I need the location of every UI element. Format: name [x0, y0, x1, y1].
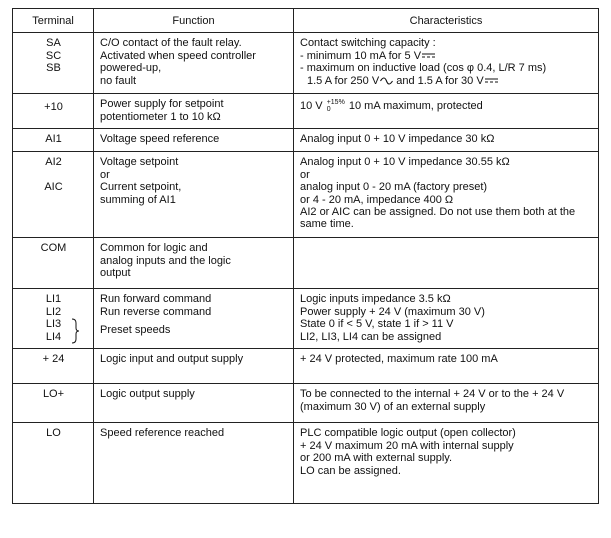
- function-text: Current setpoint,: [100, 181, 182, 194]
- terminal-cell: [13, 129, 94, 152]
- terminal-cell: [13, 238, 94, 289]
- char-line-voltage: [300, 99, 593, 113]
- char-text: Analog input 0 + 10 V impedance 30.55 kΩ: [300, 156, 510, 169]
- characteristics-cell: [294, 423, 599, 504]
- table-row: [13, 238, 599, 289]
- table-row: [13, 33, 599, 94]
- terminal-cell: [13, 94, 94, 129]
- char-text: and 1.5 A for 30 V: [393, 74, 484, 87]
- function-cell: [94, 384, 294, 423]
- function-text: C/O contact of the fault relay.: [100, 37, 242, 50]
- function-text: potentiometer 1 to 10 kΩ: [100, 110, 221, 123]
- function-text: powered-up,: [100, 62, 162, 75]
- header-row: [13, 9, 599, 33]
- terminal-cell: [13, 384, 94, 423]
- char-text: LI2, LI3, LI4 can be assigned: [300, 330, 442, 343]
- char-text: State 0 if < 5 V, state 1 if > 11 V: [300, 318, 454, 331]
- char-text: LO can be assigned.: [300, 464, 401, 477]
- header-characteristics: Characteristics: [294, 9, 599, 33]
- function-text: Run reverse command: [100, 305, 212, 318]
- terminal-label: AI1: [45, 133, 62, 146]
- char-text: 10 mA maximum, protected: [348, 100, 483, 113]
- function-text: output: [100, 267, 131, 280]
- tolerance-upper: +15%: [326, 99, 345, 107]
- table-row: [13, 129, 599, 152]
- terminal-cell: [13, 423, 94, 504]
- terminal-label: SC: [45, 49, 62, 62]
- characteristics-cell: [294, 152, 599, 238]
- function-text: Activated when speed controller: [100, 49, 256, 62]
- tolerance-superscript: [327, 99, 345, 113]
- terminal-label: LI2: [45, 305, 62, 318]
- table-row: [13, 384, 599, 423]
- terminal-label: LO: [46, 427, 61, 440]
- terminal-label: SB: [46, 62, 61, 75]
- function-text: or: [100, 168, 110, 181]
- function-text: Speed reference reached: [100, 427, 225, 440]
- char-text: or: [300, 168, 310, 181]
- function-cell: [94, 152, 294, 238]
- terminal-label: LI3: [45, 318, 62, 331]
- function-cell: [94, 289, 294, 349]
- terminal-label: SA: [46, 37, 61, 50]
- header-terminal: Terminal: [13, 9, 94, 33]
- characteristics-cell: [294, 289, 599, 349]
- char-text: Logic inputs impedance 3.5 kΩ: [300, 293, 451, 306]
- terminal-label: + 24: [42, 353, 65, 366]
- function-cell: [94, 349, 294, 384]
- char-text: - maximum on inductive load (cos φ 0.4, L/R 7 ms): [300, 62, 547, 75]
- terminal-label: AIC: [44, 180, 63, 193]
- function-text: Run forward command: [100, 293, 212, 306]
- function-cell: [94, 129, 294, 152]
- function-cell: [94, 33, 294, 94]
- function-text: analog inputs and the logic: [100, 254, 231, 267]
- terminal-characteristics-table: [12, 8, 599, 504]
- char-text: PLC compatible logic output (open collector): [300, 427, 516, 440]
- characteristics-cell: [294, 33, 599, 94]
- ac-symbol-icon: [380, 77, 393, 85]
- terminal-label: COM: [40, 242, 67, 255]
- table-row: [13, 349, 599, 384]
- char-text: or 200 mA with external supply.: [300, 452, 453, 465]
- header-function: Function: [94, 9, 294, 33]
- tolerance-lower: 0: [326, 106, 331, 114]
- function-text: summing of AI1: [100, 193, 176, 206]
- char-text: 1.5 A for 250 V: [307, 74, 380, 87]
- terminal-label: LI4: [45, 330, 62, 343]
- char-text: AI2 or AIC can be assigned. Do not use them both at the same time.: [300, 206, 576, 231]
- char-line-ratings: [300, 75, 593, 87]
- function-cell: [94, 423, 294, 504]
- char-text: 10 V: [300, 100, 323, 113]
- char-text: Power supply + 24 V (maximum 30 V): [300, 305, 485, 318]
- char-text: + 24 V protected, maximum rate 100 mA: [300, 353, 498, 366]
- terminal-label: AI2: [45, 156, 62, 169]
- terminal-cell: [13, 349, 94, 384]
- function-cell: [94, 238, 294, 289]
- function-text: Preset speeds: [100, 324, 171, 337]
- dc-symbol-icon: [422, 53, 435, 58]
- char-text: Analog input 0 + 10 V impedance 30 kΩ: [300, 133, 495, 146]
- characteristics-cell: [294, 349, 599, 384]
- characteristics-cell: [294, 129, 599, 152]
- char-line-dc-min: [300, 50, 593, 62]
- terminal-cell: [13, 289, 94, 349]
- table-row: [13, 152, 599, 238]
- char-text: + 24 V maximum 20 mA with internal supply: [300, 439, 514, 452]
- terminal-cell: [13, 33, 94, 94]
- terminal-label: LI1: [45, 293, 62, 306]
- function-text: no fault: [100, 74, 137, 87]
- characteristics-cell: [294, 384, 599, 423]
- function-cell: [94, 94, 294, 129]
- char-text: - minimum 10 mA for 5 V: [300, 49, 422, 62]
- char-text: or 4 - 20 mA, impedance 400 Ω: [300, 193, 454, 206]
- char-text: Contact switching capacity :: [300, 37, 436, 50]
- function-text: Logic input and output supply: [100, 353, 244, 366]
- table-row: [13, 423, 599, 504]
- char-text: To be connected to the internal + 24 V or to the + 24 V: [300, 388, 565, 401]
- function-text: Logic output supply: [100, 388, 195, 401]
- table-row: [13, 94, 599, 129]
- char-text: analog input 0 - 20 mA (factory preset): [300, 181, 488, 194]
- function-text: Common for logic and: [100, 242, 208, 255]
- function-text: Voltage setpoint: [100, 156, 179, 169]
- char-text: (maximum 30 V) of an external supply: [300, 400, 486, 413]
- terminal-cell: [13, 152, 94, 238]
- table-row: [13, 289, 599, 349]
- function-text: Power supply for setpoint: [100, 98, 224, 111]
- terminal-label: +10: [44, 101, 63, 114]
- characteristics-cell: [294, 94, 599, 129]
- characteristics-cell: [294, 238, 599, 289]
- dc-symbol-icon: [485, 78, 498, 83]
- terminal-label: LO+: [42, 388, 65, 401]
- function-text: Voltage speed reference: [100, 133, 220, 146]
- preset-speed-group: [46, 318, 61, 343]
- brace-icon: [71, 318, 79, 344]
